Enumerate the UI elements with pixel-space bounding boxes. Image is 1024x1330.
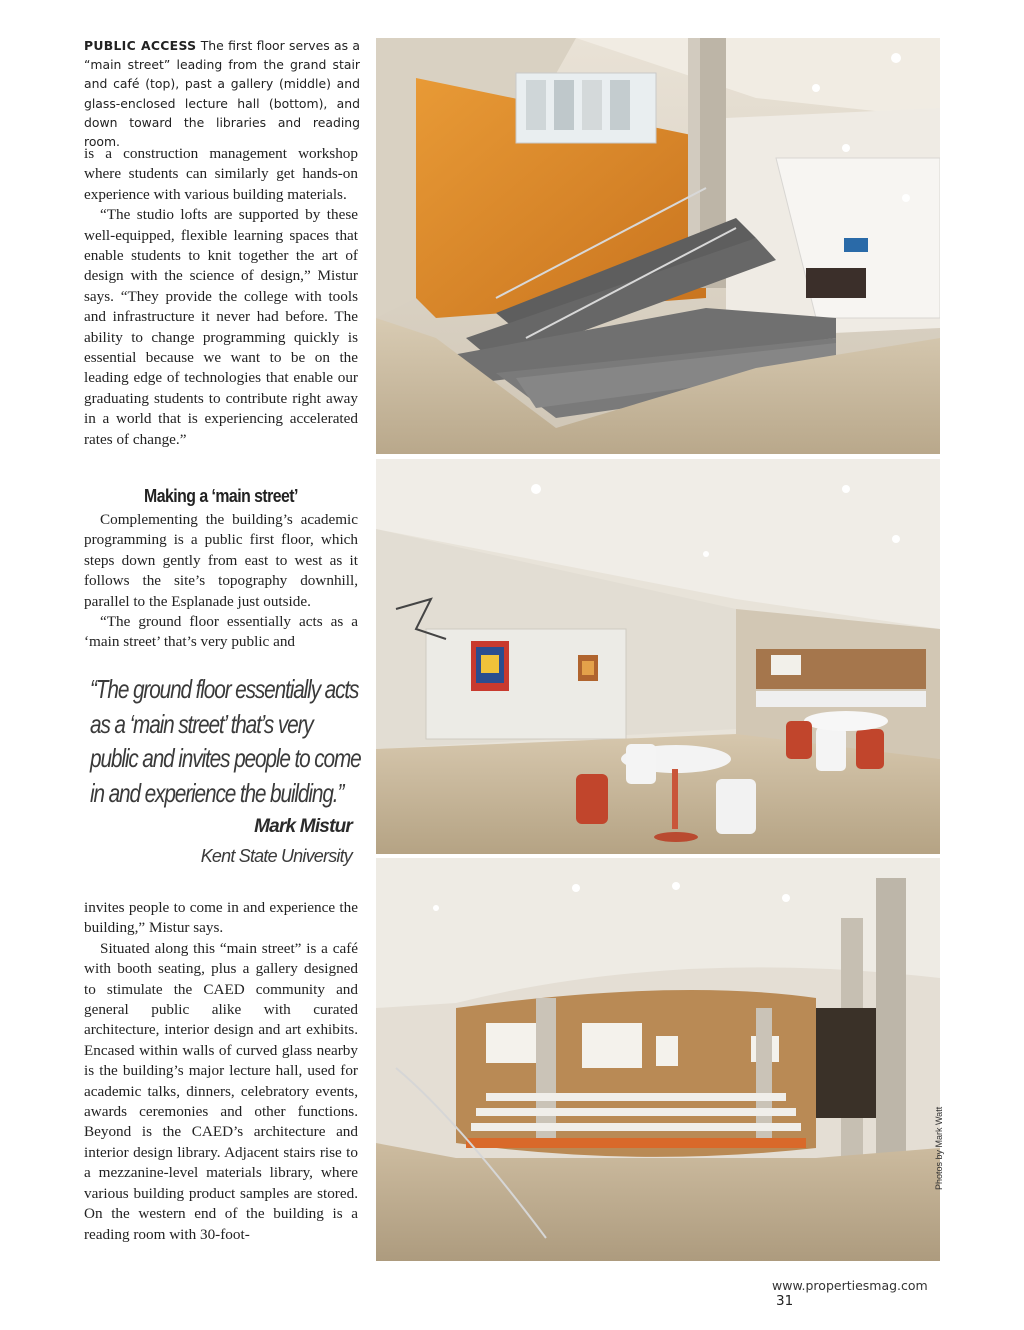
- section-subhead: Making a ‘main street’: [144, 486, 298, 506]
- body-column-bottom: [84, 898, 358, 1245]
- page-number: 31: [776, 1293, 794, 1309]
- footer-url: www.propertiesmag.com: [772, 1278, 928, 1293]
- pull-quote-name: Mark Mistur: [254, 816, 352, 837]
- photo-credit: Photos by Mark Watt: [934, 1106, 944, 1190]
- page-footer: [772, 1278, 942, 1309]
- pull-quote-affiliation: Kent State University: [200, 846, 352, 866]
- body-paragraph: Situated along this “main street” is a café with booth seating, plus a gallery designed to stimulate the CAED community and general public alike with curated architecture, interior design and art exhibits. Encased within walls of curved glass nearby is the building’s major lecture hall, used for academic talks, dinners, celebratory events, awards ceremonies and other functions. Beyond is the CAED’s architecture and interior design library. Adjacent stairs rise to a mezzanine-level materials library, where various building product samples are stored. On the western end of the building is a reading room with 30-foot-: [84, 939, 358, 1243]
- pull-quote: [84, 672, 361, 866]
- photo-gallery: [376, 459, 940, 854]
- body-paragraph: “The studio lofts are supported by these well-equipped, flexible learning spaces that enable students to knit together the art of design with the science of design,” Mistur says. “They provide the college with tools and infrastructure it never had before. The ability to change programming quickly is essential because we want to be on the leading edge of technologies that enable our graduating students to contribute right away in a world that is experiencing accelerated rates of change.”: [84, 206, 358, 448]
- photo-grand-stair: [376, 38, 940, 454]
- body-paragraph: Complementing the building’s academic programming is a public first floor, which steps down gently from east to west as it follows the site’s topography downhill, parallel to the Esplanade just outside.: [84, 511, 358, 610]
- caption-lead: PUBLIC ACCESS: [84, 38, 197, 53]
- photo-lecture-hall: [376, 858, 940, 1261]
- body-column-mid: [84, 510, 358, 653]
- body-paragraph: invites people to come in and experience the building,” Mistur says.: [84, 899, 358, 937]
- pull-quote-text: “The ground floor essentially acts as a ‘main street’ that’s very public and invites people to come in and experience the building.”: [90, 674, 361, 808]
- body-paragraph: is a construction management workshop where students can similarly get hands-on experience with various building materials.: [84, 145, 358, 203]
- caption-text: The first floor serves as a “main street” leading from the grand stair and café (top), past a gallery (middle) and glass-enclosed lecture hall (bottom), and down toward the libraries and reading room.: [84, 38, 360, 150]
- photo-caption: [84, 36, 360, 151]
- body-paragraph: “The ground floor essentially acts as a ‘main street’ that’s very public and: [84, 613, 358, 651]
- body-column-top: [84, 144, 358, 450]
